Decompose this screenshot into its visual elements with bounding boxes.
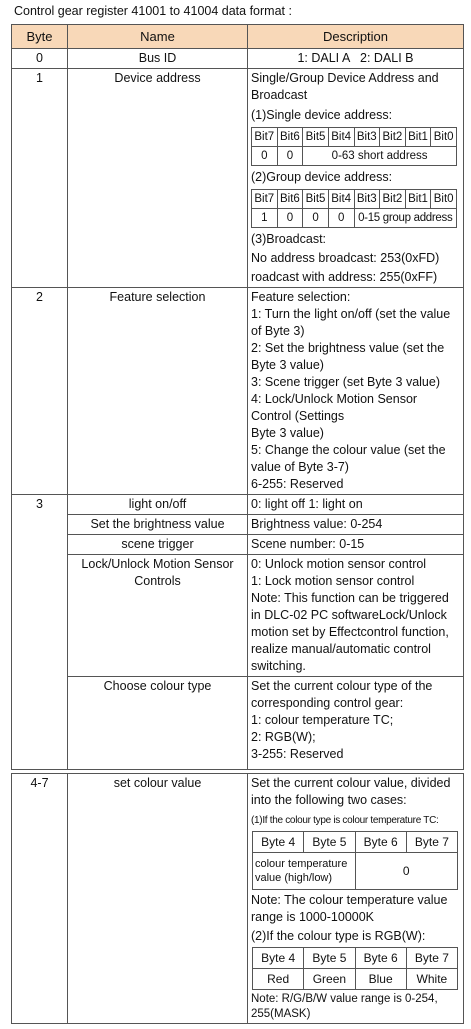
byte-label: Byte 6 xyxy=(355,832,406,853)
byte-label: Byte 7 xyxy=(406,832,457,853)
bit-label: Bit7 xyxy=(252,128,278,147)
bit-label: Bit1 xyxy=(405,128,431,147)
bit-label: Bit5 xyxy=(303,190,329,209)
byte-label: Byte 7 xyxy=(406,948,457,969)
header-description: Description xyxy=(248,25,464,49)
bit-value: 0-15 group address xyxy=(354,209,457,228)
description-cell xyxy=(248,288,464,495)
broadcast-title: (3)Broadcast: xyxy=(251,232,327,246)
name-cell: Lock/Unlock Motion Sensor Controls xyxy=(68,555,248,677)
byte-label: Byte 4 xyxy=(253,948,304,969)
bit-label: Bit0 xyxy=(431,190,457,209)
single-address-bit-table xyxy=(251,127,457,166)
header-row xyxy=(12,25,464,49)
name-cell: Feature selection xyxy=(68,288,248,495)
feature-line: 6-255: Reserved xyxy=(251,477,344,491)
bit-value: 0 xyxy=(303,209,329,228)
desc-title: Single/Group Device Address and Broadcast xyxy=(251,71,439,102)
name-cell: Set the brightness value xyxy=(68,515,248,535)
single-address-title: (1)Single device address: xyxy=(251,108,393,122)
description-cell xyxy=(248,774,464,1024)
name-cell: scene trigger xyxy=(68,535,248,555)
rgb-value: Green xyxy=(304,969,355,990)
bit-value: 0 xyxy=(277,209,303,228)
byte-label: Byte 5 xyxy=(304,832,355,853)
rgb-value: Blue xyxy=(355,969,406,990)
lock-line: 0: Unlock motion sensor control xyxy=(251,557,427,571)
broadcast-line: No address broadcast: 253(0xFD) xyxy=(251,251,440,265)
rgb-note: Note: R/G/B/W value range is 0-254, 255(MASK) xyxy=(251,993,438,1020)
bit-label: Bit1 xyxy=(405,190,431,209)
description-cell xyxy=(248,677,464,770)
table-row xyxy=(12,677,464,770)
colour-type-line: Set the current colour type of the corresponding control gear: xyxy=(251,679,433,710)
rgb-table xyxy=(252,947,458,990)
table-row xyxy=(12,69,464,288)
bit-label: Bit5 xyxy=(303,128,329,147)
table-row xyxy=(12,535,464,555)
register-table xyxy=(11,24,464,1024)
bit-label: Bit7 xyxy=(252,190,278,209)
description-cell: Scene number: 0-15 xyxy=(248,535,464,555)
rgb-value: White xyxy=(406,969,457,990)
description-cell: 1: DALI A 2: DALI B xyxy=(248,49,464,69)
colour-type-line: 1: colour temperature TC; xyxy=(251,713,394,727)
bit-label: Bit2 xyxy=(380,128,406,147)
bit-label: Bit6 xyxy=(277,128,303,147)
page-caption: Control gear register 41001 to 41004 data format : xyxy=(14,4,292,18)
feature-line: 1: Turn the light on/off (set the value of Byte 3) xyxy=(251,307,451,338)
group-address-bit-table xyxy=(251,189,457,228)
bit-label: Bit4 xyxy=(328,190,354,209)
feature-line: Byte 3 value) xyxy=(251,426,324,440)
bit-label: Bit4 xyxy=(328,128,354,147)
bit-value: 0 xyxy=(277,147,303,166)
colour-value-intro: Set the current colour value, divided into the following two cases: xyxy=(251,776,451,807)
name-cell: Choose colour type xyxy=(68,677,248,770)
tc-value: colour temperature value (high/low) xyxy=(253,853,356,890)
colour-temperature-table xyxy=(252,831,458,890)
header-byte: Byte xyxy=(12,25,68,49)
byte-label: Byte 4 xyxy=(253,832,304,853)
table-row xyxy=(12,49,464,69)
name-cell: Bus ID xyxy=(68,49,248,69)
name-cell: Device address xyxy=(68,69,248,288)
colour-type-line: 2: RGB(W); xyxy=(251,730,316,744)
group-address-title: (2)Group device address: xyxy=(251,170,393,184)
bit-label: Bit2 xyxy=(380,190,406,209)
bit-value: 0 xyxy=(328,209,354,228)
table-row xyxy=(12,515,464,535)
bit-label: Bit0 xyxy=(431,128,457,147)
description-cell: Brightness value: 0-254 xyxy=(248,515,464,535)
name-cell: set colour value xyxy=(68,774,248,1024)
bit-label: Bit6 xyxy=(277,190,303,209)
tc-zero: 0 xyxy=(355,853,458,890)
byte-label: Byte 5 xyxy=(304,948,355,969)
byte-label: Byte 6 xyxy=(355,948,406,969)
lock-note: Note: This function can be triggered in DLC-02 PC softwareLock/Unlock motion set by Effectcontrol function, realize manual/automatic control switching. xyxy=(251,591,449,673)
description-cell xyxy=(248,555,464,677)
table-row xyxy=(12,555,464,677)
table-row xyxy=(12,495,464,515)
byte-cell: 4-7 xyxy=(12,774,68,1024)
byte-cell: 0 xyxy=(12,49,68,69)
lock-line: 1: Lock motion sensor control xyxy=(251,574,415,588)
feature-line: 5: Change the colour value (set the value of Byte 3-7) xyxy=(251,443,446,474)
feature-line: 3: Scene trigger (set Byte 3 value) xyxy=(251,375,440,389)
feature-line: Feature selection: xyxy=(251,290,351,304)
header-name: Name xyxy=(68,25,248,49)
byte-cell: 3 xyxy=(12,495,68,770)
table-row xyxy=(12,774,464,1024)
tc-title: (1)If the colour type is colour temperature TC: xyxy=(251,815,439,826)
bit-label: Bit3 xyxy=(354,190,380,209)
feature-line: 2: Set the brightness value (set the Byte 3 value) xyxy=(251,341,445,372)
bit-label: Bit3 xyxy=(354,128,380,147)
byte-cell: 1 xyxy=(12,69,68,288)
table-row xyxy=(12,288,464,495)
rgb-value: Red xyxy=(253,969,304,990)
rgb-title: (2)If the colour type is RGB(W): xyxy=(251,929,426,943)
colour-type-line: 3-255: Reserved xyxy=(251,747,344,761)
description-cell xyxy=(248,69,464,288)
feature-line: 4: Lock/Unlock Motion Sensor Control (Settings xyxy=(251,392,418,423)
bit-value: 1 xyxy=(252,209,278,228)
bit-value: 0 xyxy=(252,147,278,166)
broadcast-line: roadcast with address: 255(0xFF) xyxy=(251,270,438,284)
byte-cell: 2 xyxy=(12,288,68,495)
tc-note: Note: The colour temperature value range is 1000-10000K xyxy=(251,893,448,924)
description-cell: 0: light off 1: light on xyxy=(248,495,464,515)
name-cell: light on/off xyxy=(68,495,248,515)
bit-value: 0-63 short address xyxy=(303,147,457,166)
